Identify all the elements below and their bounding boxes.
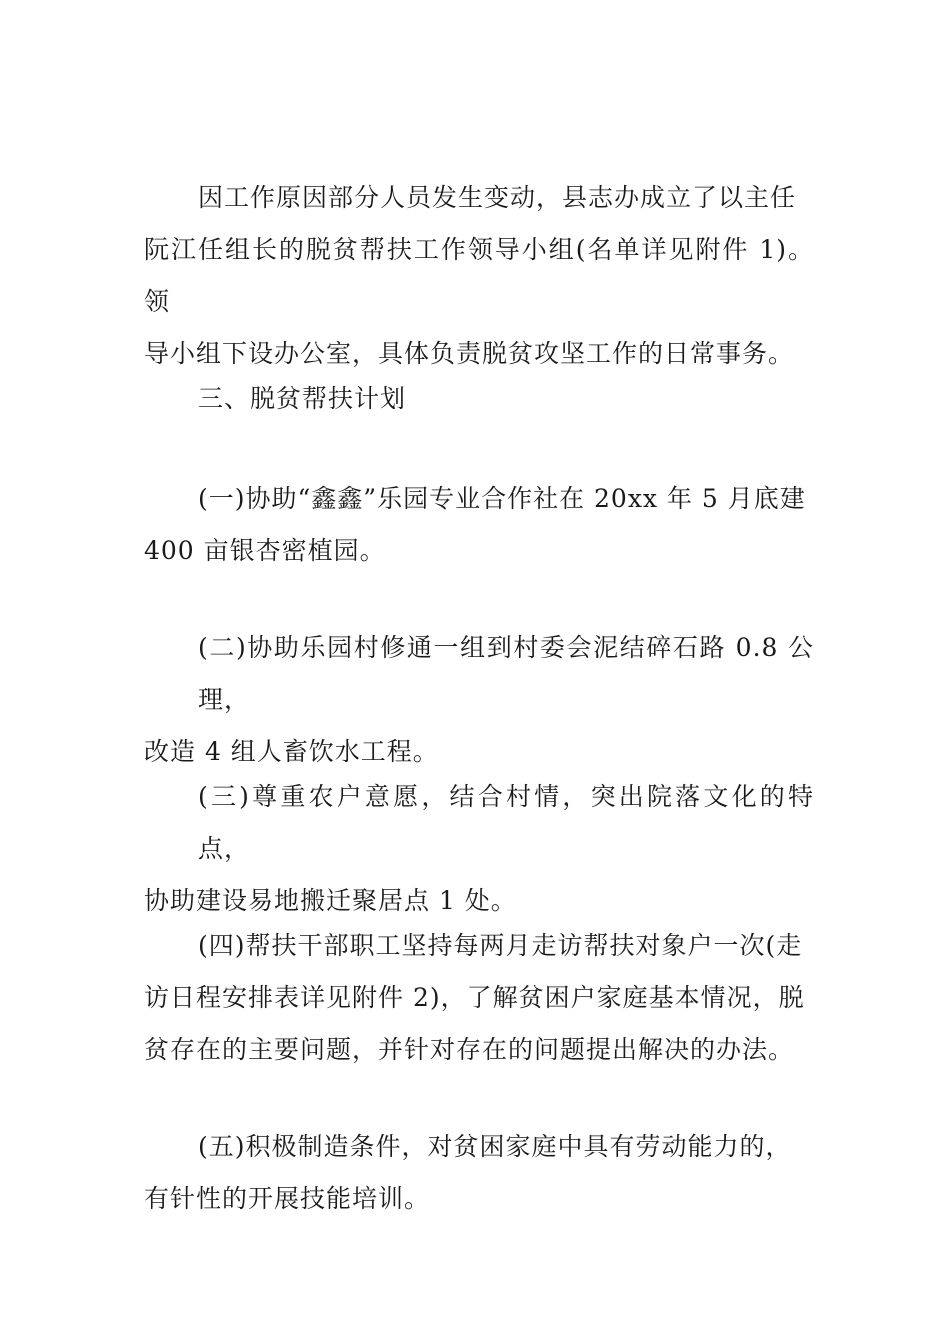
paragraph-line: 有针性的开展技能培训。: [144, 1184, 431, 1213]
plan-item-4: [144, 920, 814, 1076]
paragraph-line: 阮江任组长的脱贫帮扶工作领导小组(名单详见附件 1)。领: [144, 235, 814, 316]
heading-line: 三、脱贫帮扶计划: [198, 384, 407, 413]
plan-item-2: [144, 622, 814, 778]
paragraph-line: (二)协助乐园村修通一组到村委会泥结碎石路 0.8 公理，: [198, 633, 814, 714]
paragraph-line: (四)帮扶干部职工坚持每两月走访帮扶对象户一次(走: [198, 931, 803, 960]
paragraph-line: (三)尊重农户意愿，结合村情，突出院落文化的特点，: [198, 782, 814, 863]
paragraph-line: 改造 4 组人畜饮水工程。: [144, 737, 439, 766]
plan-item-5: [144, 1121, 814, 1225]
paragraph-line: 因工作原因部分人员发生变动，县志办成立了以主任: [198, 183, 797, 212]
paragraph-line: 协助建设易地搬迁聚居点 1 处。: [144, 886, 517, 915]
paragraph-line: (一)协助“鑫鑫”乐园专业合作社在 20xx 年 5 月底建: [198, 484, 806, 513]
paragraph-line: 导小组下设办公室，具体负责脱贫攻坚工作的日常事务。: [144, 339, 795, 368]
paragraph-line: 访日程安排表详见附件 2)，了解贫困户家庭基本情况，脱: [144, 983, 805, 1012]
paragraph-line: 400 亩银杏密植园。: [144, 536, 386, 565]
plan-item-1: [144, 473, 814, 577]
plan-item-3: [144, 771, 814, 927]
paragraph-line: (五)积极制造条件，对贫困家庭中具有劳动能力的，: [198, 1132, 792, 1161]
paragraph-leadership-group: [144, 172, 814, 380]
section-heading: [144, 373, 814, 425]
paragraph-line: 贫存在的主要问题，并针对存在的问题提出解决的办法。: [144, 1035, 795, 1064]
